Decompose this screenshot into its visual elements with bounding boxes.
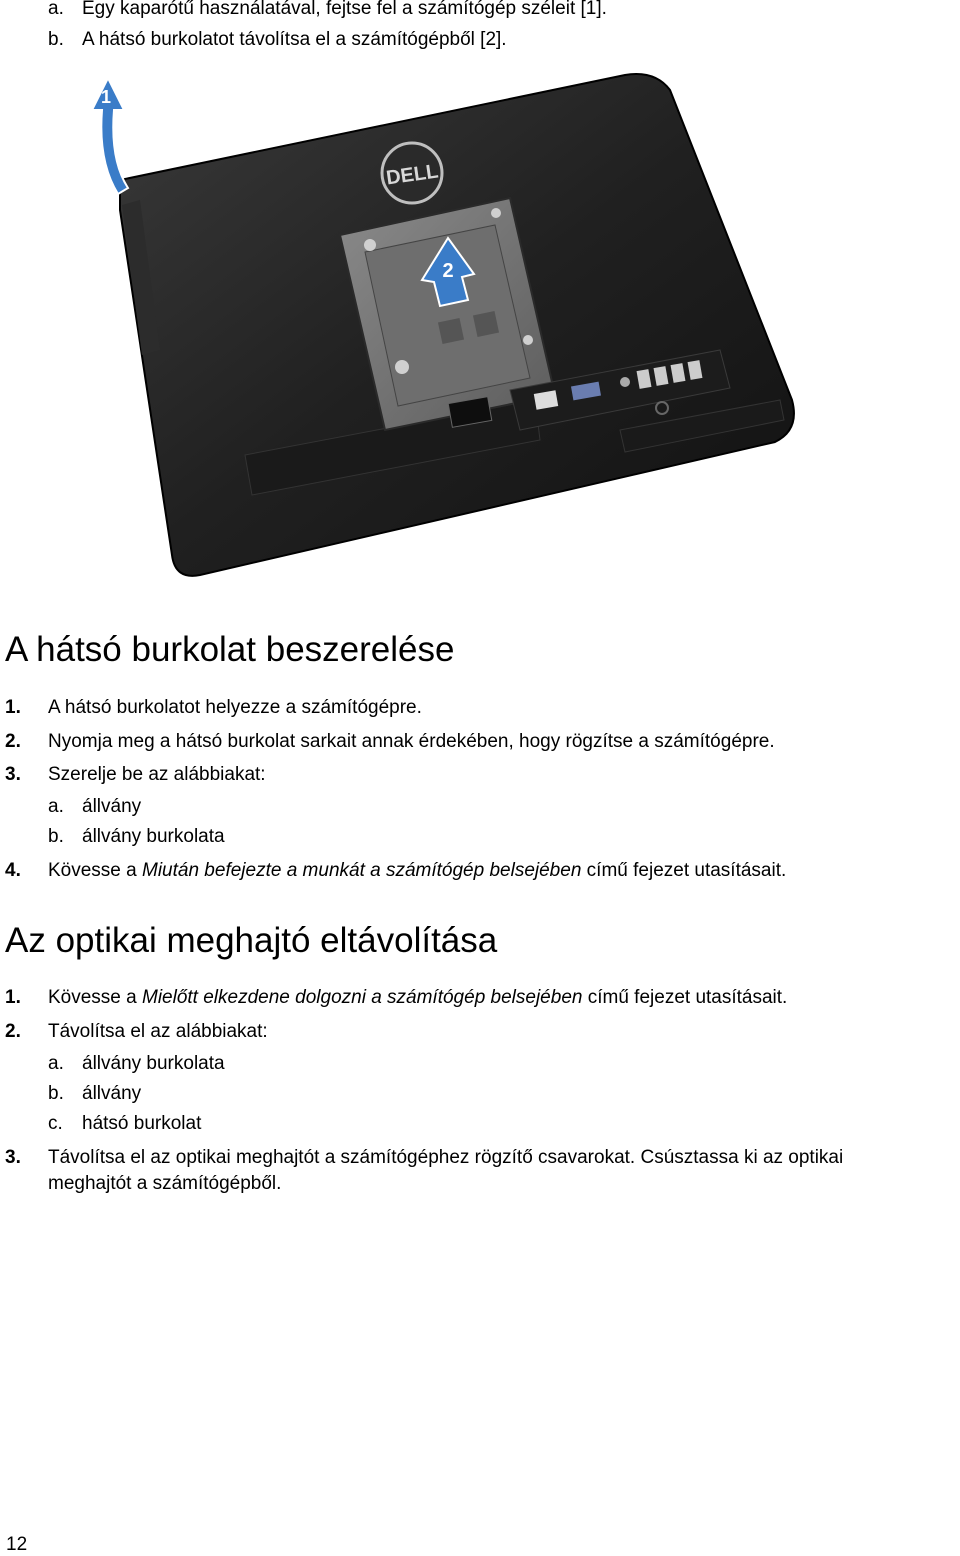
step-number: 3. <box>5 1147 21 1168</box>
step-text: Távolítsa el az optikai meghajtót a számítógéphez rögzítő csavarokat. Csúsztassa ki az optikai <box>48 1147 844 1168</box>
step-number: 1. <box>5 987 21 1008</box>
page-number: 12 <box>6 1534 28 1555</box>
step-text: A hátsó burkolatot helyezze a számítógépre. <box>48 697 422 718</box>
top-step-a <box>48 0 607 20</box>
list-item <box>5 764 266 786</box>
callout-2-label: 2 <box>442 260 454 282</box>
step-number: 4. <box>5 860 21 881</box>
sub-list-item <box>48 1053 225 1075</box>
sub-list-item <box>48 1083 141 1105</box>
referenced-chapter-title: Mielőtt elkezdene dolgozni a számítógép belsejében <box>142 987 583 1008</box>
step-marker: b. <box>48 826 64 847</box>
step-text: A hátsó burkolatot távolítsa el a számítógépből [2]. <box>82 29 507 50</box>
section-heading-remove-optical-drive: Az optikai meghajtó eltávolítása <box>5 921 498 960</box>
sub-list-item <box>48 796 141 818</box>
list-item <box>5 1147 843 1169</box>
step-marker: b. <box>48 29 64 50</box>
step-number: 3. <box>5 764 21 785</box>
step-number: 2. <box>5 731 21 752</box>
computer-back-cover-figure <box>80 70 800 580</box>
dell-logo <box>382 143 442 203</box>
list-item <box>5 987 787 1009</box>
step-text: hátsó burkolat <box>82 1113 202 1134</box>
step-text: Szerelje be az alábbiakat: <box>48 764 266 785</box>
step-text: állvány burkolata <box>82 826 225 847</box>
step-text: állvány burkolata <box>82 1053 225 1074</box>
step-marker: b. <box>48 1083 64 1104</box>
step-text: Egy kaparótű használatával, fejtse fel a számítógép széleit [1]. <box>82 0 607 19</box>
list-item <box>5 697 422 719</box>
step-text: Távolítsa el az alábbiakat: <box>48 1021 268 1042</box>
logo-text: DELL <box>384 160 440 190</box>
step-text: állvány <box>82 796 142 817</box>
step-marker: a. <box>48 796 64 817</box>
step-number: 1. <box>5 697 21 718</box>
step-text: Kövesse a Mielőtt elkezdene dolgozni a számítógép belsejében című fejezet utasításait. <box>48 987 788 1008</box>
step-number: 2. <box>5 1021 21 1042</box>
sub-list-item <box>48 826 225 848</box>
arrow-1-callout <box>92 78 128 194</box>
step-text: Nyomja meg a hátsó burkolat sarkait annak érdekében, hogy rögzítse a számítógépre. <box>48 731 775 752</box>
step-marker: c. <box>48 1113 63 1134</box>
step-text: állvány <box>82 1083 142 1104</box>
top-step-b <box>48 29 507 51</box>
sub-list-item <box>48 1113 201 1135</box>
list-item <box>5 1021 268 1043</box>
step-marker: a. <box>48 0 64 19</box>
step-text: Kövesse a Miután befejezte a munkát a számítógép belsejében című fejezet utasításait. <box>48 860 787 881</box>
step-marker: a. <box>48 1053 64 1074</box>
section-heading-install-back-cover: A hátsó burkolat beszerelése <box>5 630 455 669</box>
list-item <box>5 860 786 882</box>
referenced-chapter-title: Miután befejezte a munkát a számítógép belsejében <box>142 860 582 881</box>
list-item <box>5 731 775 753</box>
list-item-continuation: meghajtót a számítógépből. <box>48 1173 282 1194</box>
callout-1-label: 1 <box>100 87 112 107</box>
